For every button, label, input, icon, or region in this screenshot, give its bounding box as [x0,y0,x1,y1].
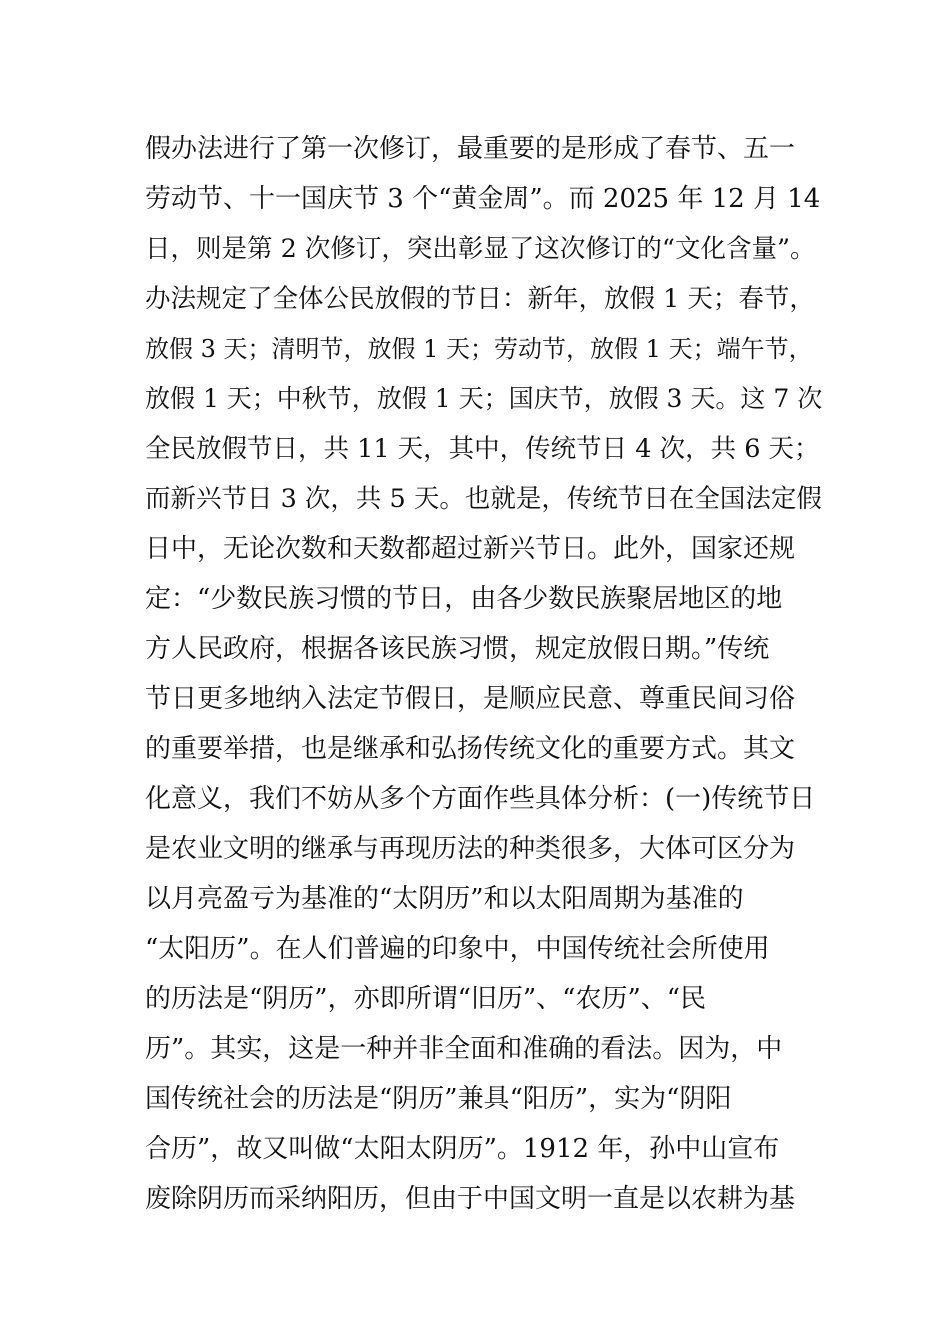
text-line: 日，则是第 2 次修订，突出彰显了这次修订的“文化含量”。 [145,234,816,264]
text-line: 是农业文明的继承与再现历法的种类很多，大体可区分为 [145,834,796,864]
text-line: 废除阴历而采纳阳历，但由于中国文明一直是以农耕为基 [145,1184,796,1214]
text-line: 办法规定了全体公民放假的节日：新年，放假 1 天；春节， [145,284,815,314]
text-line: 化意义，我们不妨从多个方面作些具体分析：(一)传统节日 [145,784,816,814]
text-line: 全民放假节日，共 11 天，其中，传统节日 4 次，共 6 天； [145,434,820,464]
text-line: 放假 1 天；中秋节，放假 1 天；国庆节，放假 3 天。这 7 次 [145,384,823,413]
text-line: 的历法是“阴历”，亦即所谓“旧历”、“农历”、“民 [145,984,707,1014]
text-line: 国传统社会的历法是“阴历”兼具“阳历”，实为“阴阳 [145,1084,732,1114]
text-line: 方人民政府，根据各该民族习惯，规定放假日期。”传统 [145,634,770,664]
text-line: 以月亮盈亏为基准的“太阴历”和以太阳周期为基准的 [145,884,744,914]
body-text [145,124,825,1224]
text-line: 定：“少数民族习惯的节日，由各少数民族聚居地区的地 [145,584,783,614]
text-line: “太阳历”。在人们普遍的印象中，中国传统社会所使用 [145,934,770,964]
text-line: 放假 3 天；清明节，放假 1 天；劳动节，放假 1 天；端午节， [145,335,813,363]
text-line: 日中，无论次数和天数都超过新兴节日。此外，国家还规 [145,534,796,564]
text-line: 节日更多地纳入法定节假日，是顺应民意、尊重民间习俗 [145,684,796,714]
text-line: 假办法进行了第一次修订，最重要的是形成了春节、五一 [145,134,796,164]
text-line: 历”。其实，这是一种并非全面和准确的看法。因为，中 [145,1034,783,1064]
text-line: 劳动节、十一国庆节 3 个“黄金周”。而 2025 年 12 月 14 [145,184,821,214]
text-line: 而新兴节日 3 次，共 5 天。也就是，传统节日在全国法定假 [145,484,822,514]
text-line: 合历”，故又叫做“太阳太阴历”。1912 年，孙中山宣布 [145,1134,780,1164]
text-line: 的重要举措，也是继承和弘扬传统文化的重要方式。其文 [145,734,796,764]
